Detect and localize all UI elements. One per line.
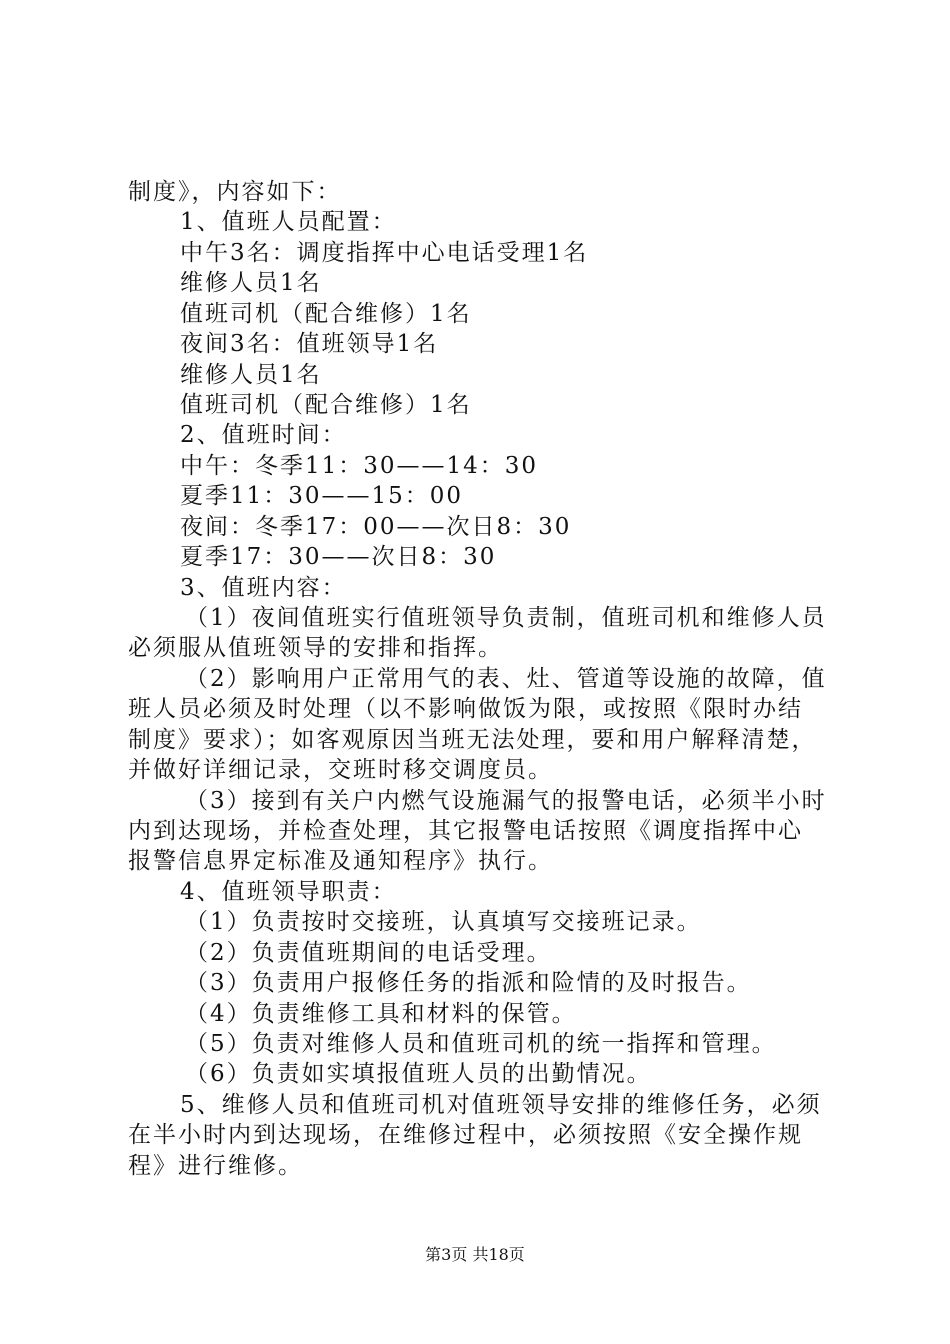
text-line: 值班司机（配合维修）1名: [180, 392, 472, 418]
text-line: （6）负责如实填报值班人员的出勤情况。: [185, 1061, 652, 1087]
text-line: 内到达现场，并检查处理，其它报警电话按照《调度指挥中心: [128, 818, 803, 844]
text-line: （4）负责维修工具和材料的保管。: [185, 1001, 577, 1027]
section-heading: 1、值班人员配置：: [180, 209, 397, 235]
text-line: 中午3名：调度指挥中心电话受理1名: [180, 240, 589, 266]
text-line: 夜间：冬季17：00——次日8：30: [180, 514, 572, 540]
text-line: （1）负责按时交接班，认真填写交接班记录。: [185, 909, 702, 935]
text-line: 报警信息界定标准及通知程序》执行。: [128, 848, 553, 874]
text-line: 制度》要求）；如客观原因当班无法处理，要和用户解释清楚，: [128, 727, 817, 753]
text-line: （3）接到有关户内燃气设施漏气的报警电话，必须半小时: [185, 788, 827, 814]
section-heading: 4、值班领导职责：: [180, 879, 397, 905]
text-line: 5、维修人员和值班司机对值班领导安排的维修任务，必须: [180, 1092, 822, 1118]
text-line: 中午：冬季11：30——14：30: [180, 453, 539, 479]
text-line: （3）负责用户报修任务的指派和险情的及时报告。: [185, 970, 752, 996]
text-line: 夜间3名：值班领导1名: [180, 331, 439, 357]
section-heading: 3、值班内容：: [180, 575, 347, 601]
text-line: （1）夜间值班实行值班领导负责制，值班司机和维修人员: [185, 605, 827, 631]
text-line: 维修人员1名: [180, 270, 322, 296]
text-line: （2）负责值班期间的电话受理。: [185, 940, 552, 966]
text-line: （5）负责对维修人员和值班司机的统一指挥和管理。: [185, 1031, 777, 1057]
text-line: 在半小时内到达现场，在维修过程中，必须按照《安全操作规: [128, 1122, 803, 1148]
text-line: 制度》，内容如下：: [128, 179, 342, 205]
section-heading: 2、值班时间：: [180, 422, 347, 448]
text-line: 程》进行维修。: [128, 1153, 303, 1179]
text-line: 必须服从值班领导的安排和指挥。: [128, 635, 503, 661]
page-number: 第3页 共18页: [425, 1245, 525, 1264]
text-line: 维修人员1名: [180, 362, 322, 388]
text-line: 班人员必须及时处理（以不影响做饭为限，或按照《限时办结: [128, 696, 803, 722]
text-line: （2）影响用户正常用气的表、灶、管道等设施的故障，值: [185, 666, 827, 692]
text-line: 并做好详细记录，交班时移交调度员。: [128, 757, 553, 783]
text-line: 夏季11：30——15：00: [180, 483, 464, 509]
text-line: 值班司机（配合维修）1名: [180, 301, 472, 327]
text-line: 夏季17：30——次日8：30: [180, 544, 497, 570]
